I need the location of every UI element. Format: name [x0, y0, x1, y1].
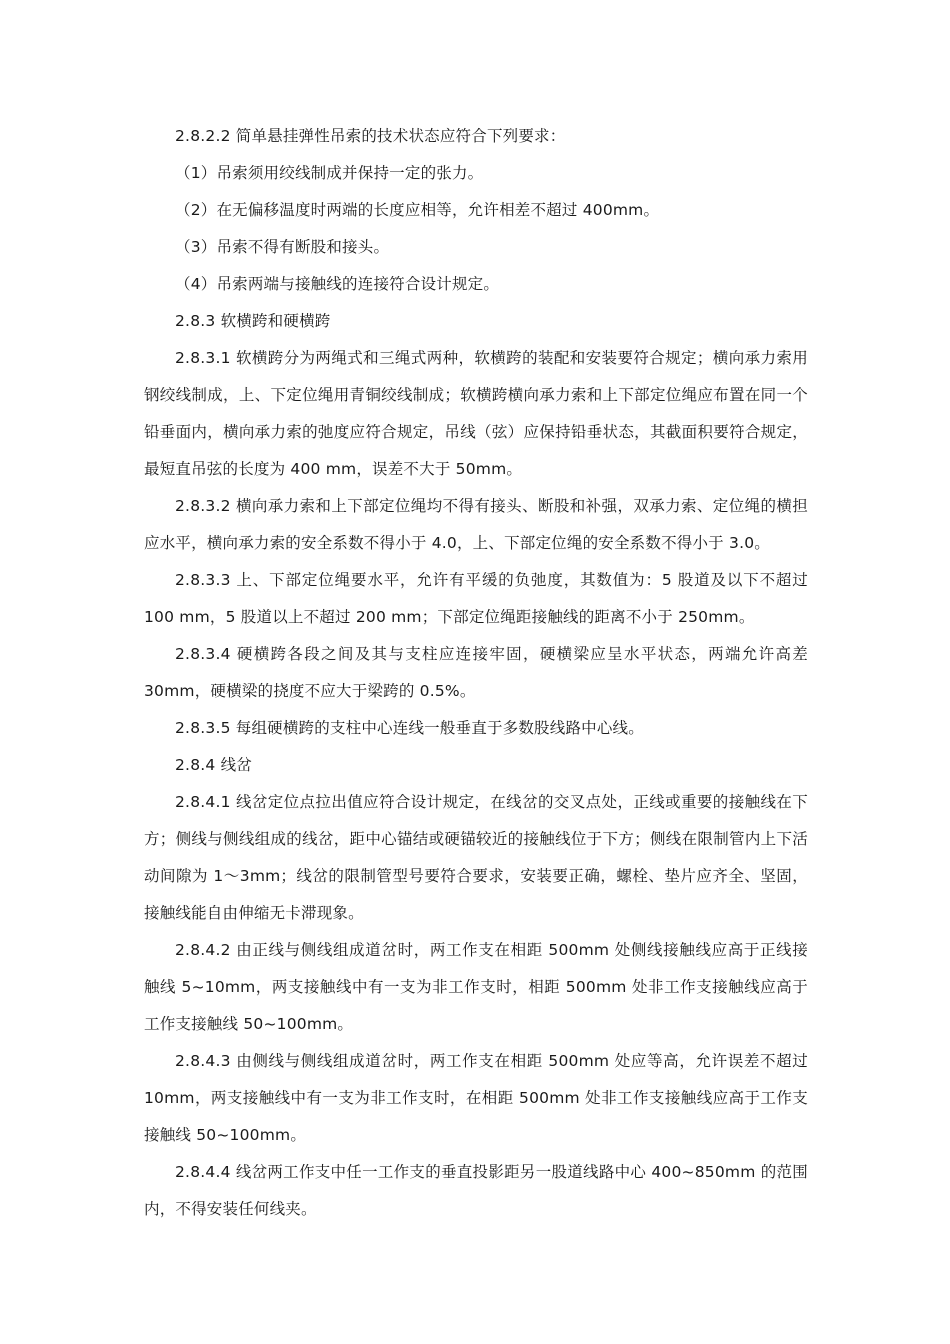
paragraph-2-8-4-3: 2.8.4.3 由侧线与侧线组成道岔时，两工作支在相距 500mm 处应等高，允许误差不超过 10mm，两支接触线中有一支为非工作支时，在相距 500mm 处非工作支接触线应高于工作支接触线 50~100mm。: [144, 1052, 808, 1144]
paragraph-2-8-2-2-heading: 2.8.2.2 简单悬挂弹性吊索的技术状态应符合下列要求：: [175, 127, 566, 145]
paragraph-2-8-3-1: 2.8.3.1 软横跨分为两绳式和三绳式两种，软横跨的装配和安装要符合规定；横向承力索用钢绞线制成，上、下定位绳用青铜绞线制成；软横跨横向承力索和上下部定位绳应布置在同一个铅垂面内，横向承力索的弛度应符合规定，吊线（弦）应保持铅垂状态，其截面积要符合规定，最短直吊弦的长度为 400 mm，误差不大于 50mm。: [144, 349, 808, 478]
paragraph-2-8-3-5: 2.8.3.5 每组硬横跨的支柱中心连线一般垂直于多数股线路中心线。: [175, 719, 644, 737]
list-item-1: （1）吊索须用绞线制成并保持一定的张力。: [175, 164, 484, 182]
document-body: [144, 118, 808, 1228]
section-heading-2-8-3: 2.8.3 软横跨和硬横跨: [175, 312, 331, 330]
paragraph-2-8-3-4: 2.8.3.4 硬横跨各段之间及其与支柱应连接牢固，硬横梁应呈水平状态，两端允许高差 30mm，硬横梁的挠度不应大于梁跨的 0.5%。: [144, 645, 808, 700]
paragraph-2-8-3-2: 2.8.3.2 横向承力索和上下部定位绳均不得有接头、断股和补强，双承力索、定位绳的横担应水平，横向承力索的安全系数不得小于 4.0，上、下部定位绳的安全系数不得小于 3.0。: [144, 497, 808, 552]
list-item-2: （2）在无偏移温度时两端的长度应相等，允许相差不超过 400mm。: [175, 201, 660, 219]
list-item-4: （4）吊索两端与接触线的连接符合设计规定。: [175, 275, 500, 293]
paragraph-2-8-4-4: 2.8.4.4 线岔两工作支中任一工作支的垂直投影距另一股道线路中心 400~850mm 的范围内，不得安装任何线夹。: [144, 1163, 808, 1218]
paragraph-2-8-3-3: 2.8.3.3 上、下部定位绳要水平，允许有平缓的负弛度，其数值为：5 股道及以下不超过 100 mm，5 股道以上不超过 200 mm；下部定位绳距接触线的距离不小于 250mm。: [144, 571, 808, 626]
section-heading-2-8-4: 2.8.4 线岔: [175, 756, 252, 774]
paragraph-2-8-4-1: 2.8.4.1 线岔定位点拉出值应符合设计规定，在线岔的交叉点处，正线或重要的接触线在下方；侧线与侧线组成的线岔，距中心锚结或硬锚较近的接触线位于下方；侧线在限制管内上下活动间隙为 1～3mm；线岔的限制管型号要符合要求，安装要正确，螺栓、垫片应齐全、坚固，接触线能自由伸缩无卡滞现象。: [144, 793, 808, 922]
paragraph-2-8-4-2: 2.8.4.2 由正线与侧线组成道岔时，两工作支在相距 500mm 处侧线接触线应高于正线接触线 5~10mm，两支接触线中有一支为非工作支时，相距 500mm 处非工作支接触线应高于工作支接触线 50~100mm。: [144, 941, 808, 1033]
list-item-3: （3）吊索不得有断股和接头。: [175, 238, 390, 256]
